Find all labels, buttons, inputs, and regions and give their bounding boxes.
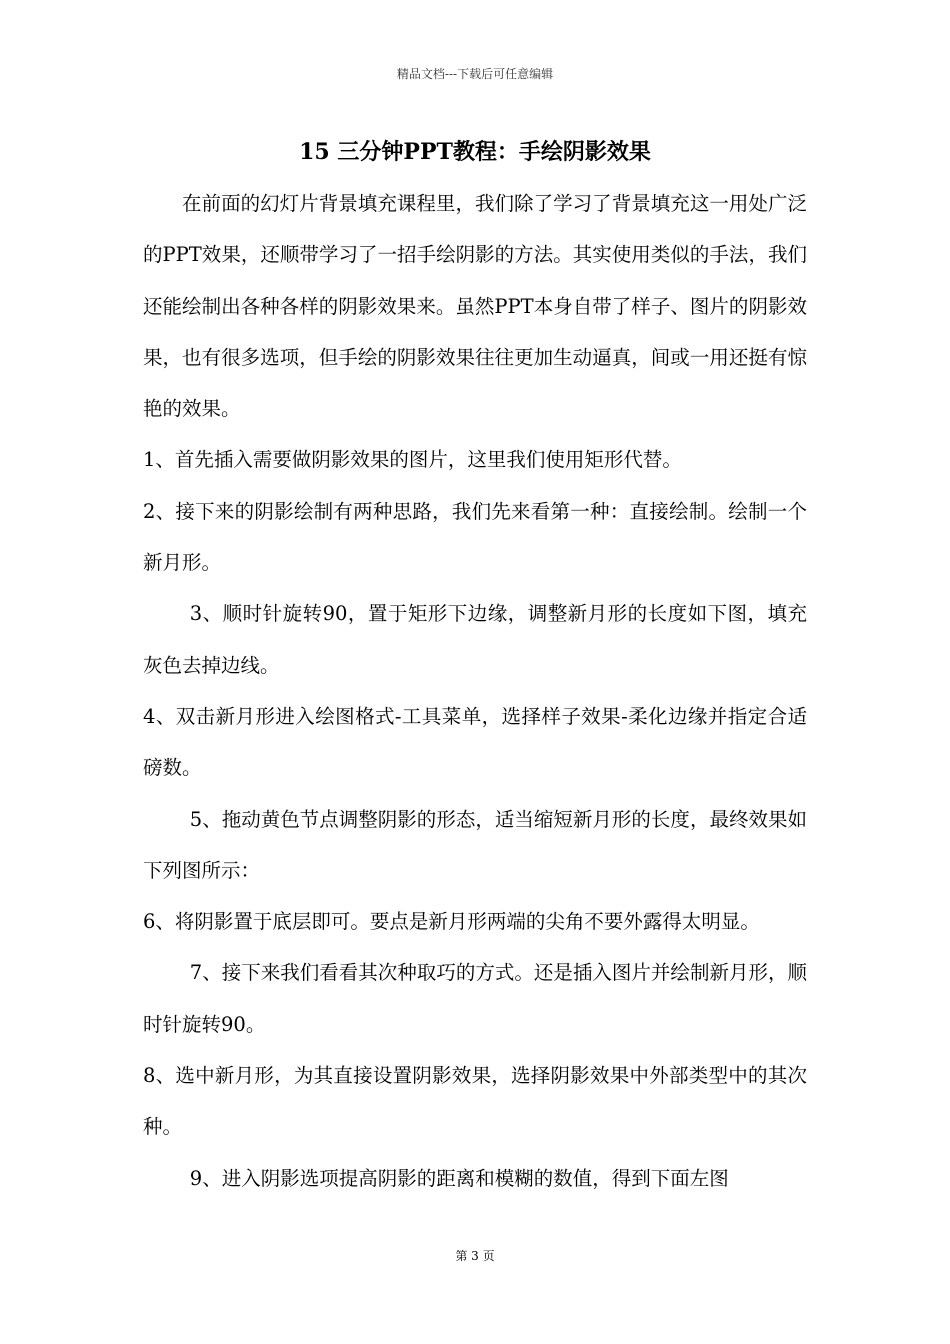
paragraph-intro: 在前面的幻灯片背景填充课程里，我们除了学习了背景填充这一用处广泛的PPT效果，还顺带学习了一招手绘阴影的方法。其实使用类似的手法，我们还能绘制出各种各样的阴影效果来。虽然PPT本身自带了样子、图片的阴影效果，也有很多选项，但手绘的阴影效果往往更加生动逼真，间或一用还挺有惊艳的效果。 [143,192,807,421]
paragraph-step-5: 5、拖动黄色节点调整阴影的形态，适当缩短新月形的长度，最终效果如下列图所示： [143,807,807,882]
page-header: 精品文档---下载后可任意编辑 [396,67,554,81]
paragraph-step-3: 3、顺时针旋转90，置于矩形下边缘，调整新月形的长度如下图，填充灰色去掉边线。 [143,602,807,677]
paragraph-step-7: 7、接下来我们看看其次种取巧的方式。还是插入图片并绘制新月形，顺时针旋转90。 [143,961,807,1036]
paragraph-step-9: 9、进入阴影选项提高阴影的距离和模糊的数值，得到下面左图 [189,1166,729,1190]
paragraph-step-4: 4、双击新月形进入绘图格式-工具菜单，选择样子效果-柔化边缘并指定合适磅数。 [143,704,807,780]
page-number: 第 3 页 [455,1249,495,1263]
document-body [143,178,807,1204]
paragraph-step-1: 1、首先插入需要做阴影效果的图片，这里我们使用矩形代替。 [143,448,682,472]
paragraph-step-8: 8、选中新月形，为其直接设置阴影效果，选择阴影效果中外部类型中的其次种。 [143,1064,807,1139]
paragraph-step-6: 6、将阴影置于底层即可。要点是新月形两端的尖角不要外露得太明显。 [143,910,760,934]
document-title: 15 三分钟PPT教程：手绘阴影效果 [299,139,651,165]
paragraph-step-2: 2、接下来的阴影绘制有两种思路，我们先来看第一种：直接绘制。绘制一个新月形。 [143,499,807,575]
